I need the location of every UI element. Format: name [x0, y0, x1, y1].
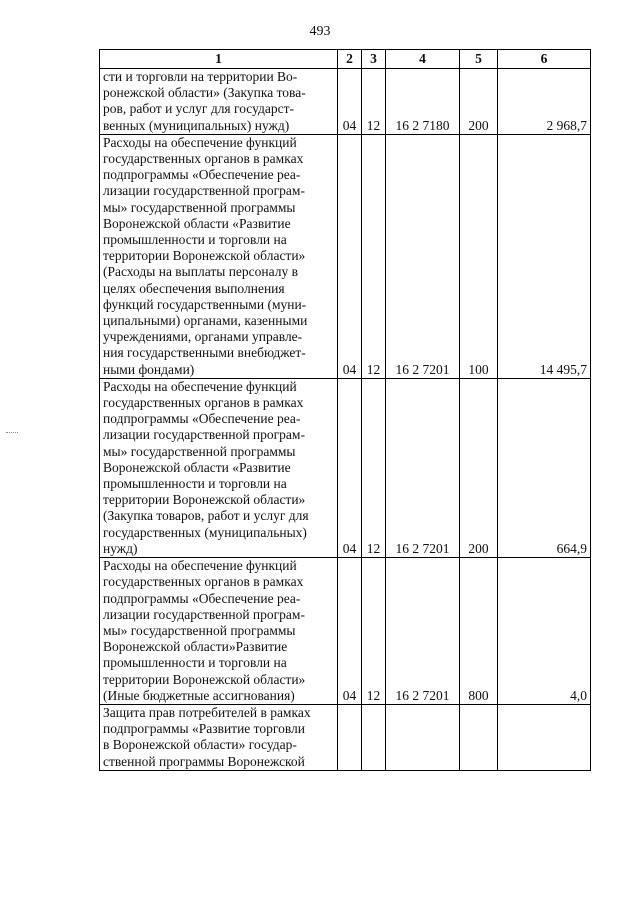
subsection-code: 12 — [362, 378, 386, 557]
subsection-code: 12 — [362, 134, 386, 378]
row-description: сти и торговли на территории Во- ронежской области» (Закупка това- ров, работ и услуг для государст- венных (муниципальных) нужд) — [100, 69, 338, 135]
row-description: Защита прав потребителей в рамках подпрограммы «Развитие торговли в Воронежской области» государ- ственной программы Воронежской — [100, 704, 338, 770]
column-header: 5 — [460, 50, 498, 69]
row-description: Расходы на обеспечение функций государственных органов в рамках подпрограммы «Обеспечение реа- лизации государственной програм- мы» государственной программы Воронежской области «Развитие промышленности и торговли на территории Воронежской области» (Закупка товаров, работ и услуг для государственных (муниципальных) нужд) — [100, 378, 338, 557]
amount: 14 495,7 — [498, 134, 591, 378]
subsection-code — [362, 704, 386, 770]
budget-table — [99, 49, 591, 771]
section-code: 04 — [338, 378, 362, 557]
table-row — [100, 69, 591, 135]
expense-type-code: 100 — [460, 134, 498, 378]
amount: 664,9 — [498, 378, 591, 557]
amount: 4,0 — [498, 558, 591, 705]
column-header: 6 — [498, 50, 591, 69]
page-number: 493 — [309, 24, 331, 39]
column-header: 2 — [338, 50, 362, 69]
section-code: 04 — [338, 558, 362, 705]
expense-type-code: 200 — [460, 69, 498, 135]
section-code — [338, 704, 362, 770]
section-code: 04 — [338, 134, 362, 378]
scan-mark — [6, 432, 18, 434]
subsection-code: 12 — [362, 69, 386, 135]
column-header: 3 — [362, 50, 386, 69]
target-article-code: 16 2 7201 — [386, 134, 460, 378]
target-article-code: 16 2 7180 — [386, 69, 460, 135]
section-code: 04 — [338, 69, 362, 135]
amount — [498, 704, 591, 770]
row-description: Расходы на обеспечение функций государственных органов в рамках подпрограммы «Обеспечение реа- лизации государственной програм- мы» государственной программы Воронежской области»Развитие промышленности и торговли на территории Воронежской области» (Иные бюджетные ассигнования) — [100, 558, 338, 705]
subsection-code: 12 — [362, 558, 386, 705]
amount: 2 968,7 — [498, 69, 591, 135]
table-row — [100, 558, 591, 705]
expense-type-code: 800 — [460, 558, 498, 705]
target-article-code: 16 2 7201 — [386, 378, 460, 557]
table-row — [100, 134, 591, 378]
target-article-code — [386, 704, 460, 770]
table-row — [100, 704, 591, 770]
row-description: Расходы на обеспечение функций государственных органов в рамках подпрограммы «Обеспечение реа- лизации государственной програм- мы» государственной программы Воронежской области «Развитие промышленности и торговли на территории Воронежской области» (Расходы на выплаты персоналу в целях обеспечения выполнения функций государственными (муни- ципальными) органами, казенными учреждениями, органами управле- ния государственными внебюджет- ными фондами) — [100, 134, 338, 378]
table-row — [100, 378, 591, 557]
target-article-code: 16 2 7201 — [386, 558, 460, 705]
expense-type-code: 200 — [460, 378, 498, 557]
column-header: 1 — [100, 50, 338, 69]
column-header: 4 — [386, 50, 460, 69]
table-header-row — [100, 50, 591, 69]
expense-type-code — [460, 704, 498, 770]
